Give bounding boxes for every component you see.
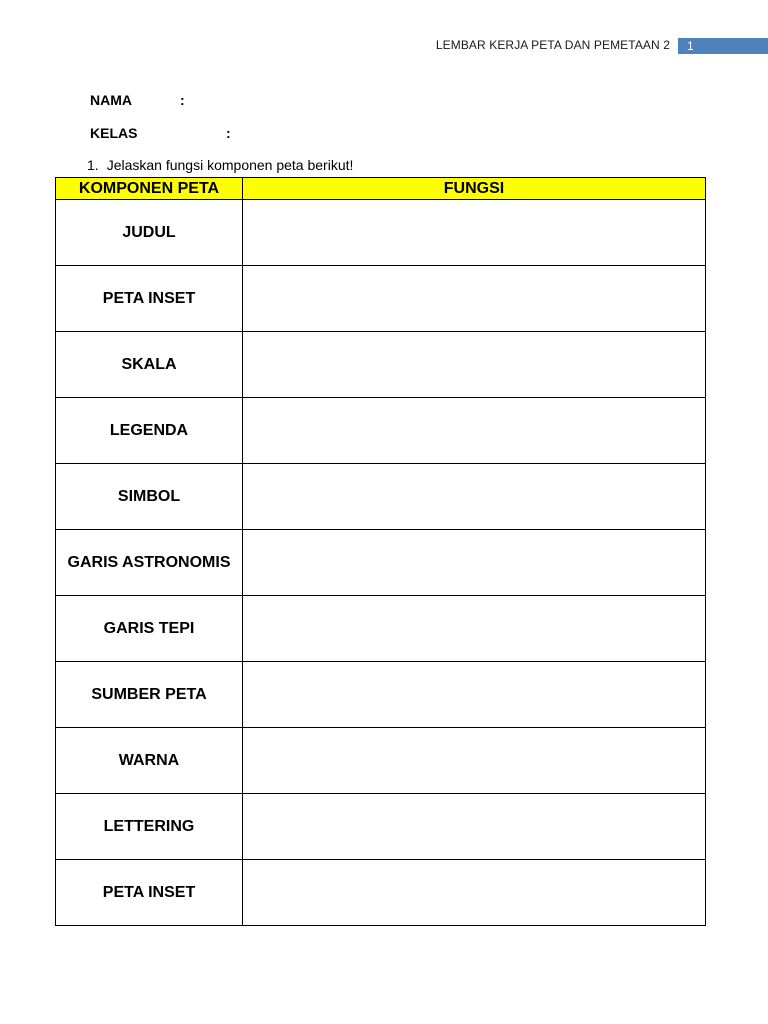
nama-field [90,92,185,108]
function-cell[interactable] [243,398,706,464]
table-row [56,200,706,266]
kelas-field [90,125,231,141]
function-cell[interactable] [243,794,706,860]
instruction [87,157,353,173]
column-header-komponen: KOMPONEN PETA [56,178,243,200]
component-name: SKALA [56,332,243,398]
component-name: SIMBOL [56,464,243,530]
component-name: GARIS TEPI [56,596,243,662]
component-name: PETA INSET [56,860,243,926]
function-cell[interactable] [243,728,706,794]
table-row [56,860,706,926]
function-cell[interactable] [243,200,706,266]
function-cell[interactable] [243,530,706,596]
header-title: LEMBAR KERJA PETA DAN PEMETAAN 2 [435,38,670,52]
component-name: WARNA [56,728,243,794]
page-number-badge: 1 [678,38,768,54]
table-row [56,332,706,398]
table-header-row [56,178,706,200]
function-cell[interactable] [243,266,706,332]
component-name: SUMBER PETA [56,662,243,728]
component-name: LEGENDA [56,398,243,464]
component-name: LETTERING [56,794,243,860]
kelas-colon: : [226,125,231,141]
function-cell[interactable] [243,596,706,662]
table-row [56,530,706,596]
function-cell[interactable] [243,860,706,926]
table-row [56,662,706,728]
table-row [56,596,706,662]
column-header-fungsi: FUNGSI [243,178,706,200]
function-cell[interactable] [243,662,706,728]
component-name: JUDUL [56,200,243,266]
kelas-label: KELAS [90,125,138,141]
table-row [56,728,706,794]
table-row [56,266,706,332]
table-row [56,794,706,860]
instruction-number: 1. [87,157,99,173]
component-table [55,177,706,926]
function-cell[interactable] [243,332,706,398]
component-name: PETA INSET [56,266,243,332]
component-name: GARIS ASTRONOMIS [56,530,243,596]
table-row [56,464,706,530]
function-cell[interactable] [243,464,706,530]
nama-label: NAMA [90,92,132,108]
instruction-text: Jelaskan fungsi komponen peta berikut! [106,157,354,173]
table-row [56,398,706,464]
nama-colon: : [180,92,185,108]
